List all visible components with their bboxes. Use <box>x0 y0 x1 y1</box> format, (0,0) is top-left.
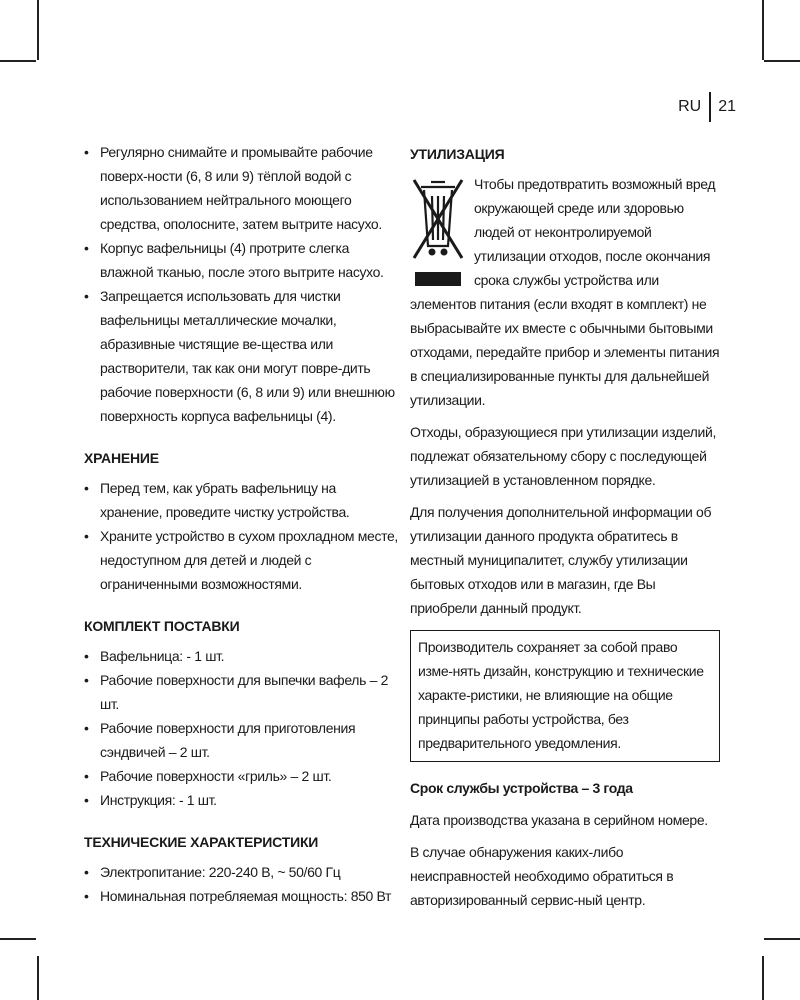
list-item: • Корпус вафельницы (4) протрите слегка влажной тканью, после этого вытрите насухо. <box>84 236 400 284</box>
disposal-section <box>410 172 720 620</box>
crop-mark <box>37 956 39 1000</box>
list-item: • Регулярно снимайте и промывайте рабочие поверх-ности (6, 8 или 9) тёплой водой с использованием нейтрального моющего средства, ополосните, затем вытрите насухо. <box>84 140 400 236</box>
left-column <box>84 140 400 908</box>
section-title-specs: ТЕХНИЧЕСКИЕ ХАРАКТЕРИСТИКИ <box>84 834 319 850</box>
crop-mark <box>0 60 36 62</box>
crossed-bin-icon <box>410 176 466 292</box>
crop-mark <box>0 938 36 940</box>
storage-list <box>84 476 400 596</box>
right-column <box>410 140 720 920</box>
malfunction-note: В случае обнаружения каких-либо неисправностей необходимо обратиться в авторизированный сервис-ный центр. <box>410 844 674 908</box>
list-item: • Вафельница: - 1 шт. <box>84 644 400 668</box>
list-item: • Инструкция: - 1 шт. <box>84 788 400 812</box>
page-number: 21 <box>718 98 736 115</box>
list-item: • Храните устройство в сухом прохладном месте, недоступном для детей и людей с ограниченными возможностями. <box>84 524 400 596</box>
page-header <box>678 92 736 122</box>
list-item: • Номинальная потребляемая мощность: 850 Вт <box>84 884 400 908</box>
crop-mark <box>762 0 764 60</box>
disposal-paragraph: Отходы, образующиеся при утилизации изделий, подлежат обязательному сбору с последующей утилизацией в установленном порядке. <box>410 424 716 488</box>
section-title-disposal: УТИЛИЗАЦИЯ <box>410 146 505 162</box>
list-item: • Перед тем, как убрать вафельницу на хранение, проведите чистку устройства. <box>84 476 400 524</box>
service-life: Срок службы устройства – 3 года <box>410 780 633 796</box>
disposal-paragraph: Чтобы предотвратить возможный вред окружающей среде или здоровью людей от неконтролируемой утилизации отходов, после окончания срока службы устройства или элементов питания (если входят в комплект) не выбрасывайте их вместе с обычными бытовыми отходами, передайте прибор и элементы питания в специализированные пункты для дальнейшей утилизации. <box>410 176 720 408</box>
production-date: Дата производства указана в серийном номере. <box>410 812 708 828</box>
list-item: • Электропитание: 220-240 В, ~ 50/60 Гц <box>84 860 400 884</box>
list-item: • Рабочие поверхности для выпечки вафель – 2 шт. <box>84 668 400 716</box>
section-title-storage: ХРАНЕНИЕ <box>84 450 159 466</box>
list-item: • Запрещается использовать для чистки вафельницы металлические мочалки, абразивные чистящие ве-щества или растворители, так как они могут повре-дить рабочие поверхности (6, 8 или 9) или внешнюю поверхность корпуса вафельницы (4). <box>84 284 400 428</box>
crop-mark <box>764 938 800 940</box>
header-divider <box>709 92 711 122</box>
crop-mark <box>762 956 764 1000</box>
section-title-contents: КОМПЛЕКТ ПОСТАВКИ <box>84 618 240 634</box>
disposal-paragraph: Для получения дополнительной информации об утилизации данного продукта обратитесь в местный муниципалитет, службу утилизации бытовых отходов или в магазин, где Вы приобрели данный продукт. <box>410 504 712 616</box>
language-code: RU <box>678 98 702 115</box>
list-item: • Рабочие поверхности для приготовления сэндвичей – 2 шт. <box>84 716 400 764</box>
manufacturer-notice: Производитель сохраняет за собой право изме-нять дизайн, конструкцию и технические характе-ристики, не влияющие на общие принципы работы устройства, без предварительного уведомления. <box>418 639 704 751</box>
care-list <box>84 140 400 428</box>
crop-mark <box>37 0 39 60</box>
specs-list <box>84 860 400 908</box>
contents-list <box>84 644 400 812</box>
manufacturer-notice-box <box>410 630 720 762</box>
list-item: • Рабочие поверхности «гриль» – 2 шт. <box>84 764 400 788</box>
crop-mark <box>764 60 800 62</box>
